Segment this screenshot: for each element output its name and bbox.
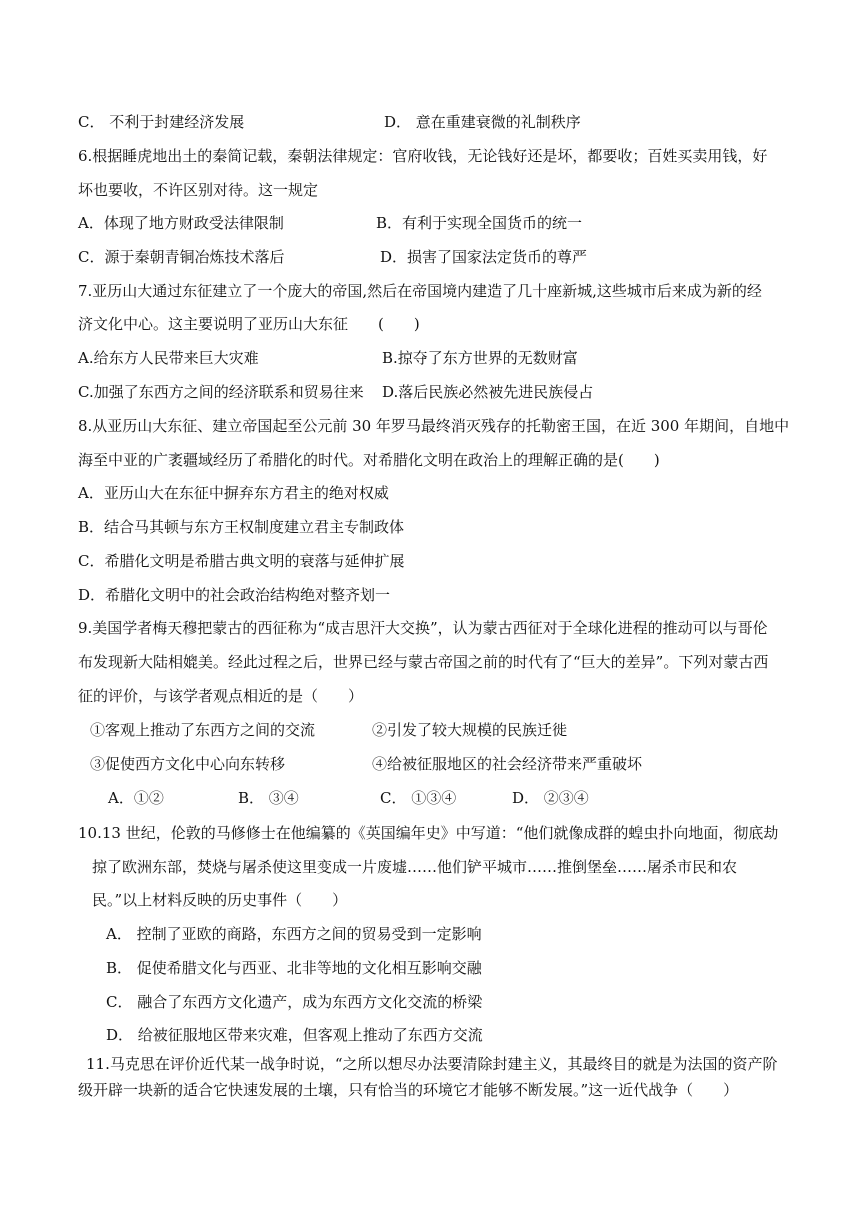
q8-stem-line2: 海至中亚的广袤疆域经历了希腊化的时代。对希腊化文明在政治上的理解正确的是( )	[78, 451, 660, 469]
q5-option-c: C． 不利于封建经济发展	[78, 113, 245, 131]
q10-option-a: A． 控制了亚欧的商路，东西方之间的贸易受到一定影响	[106, 925, 482, 943]
q6-option-d: D．损害了国家法定货币的尊严	[380, 248, 588, 266]
q9-item-3: ③促使西方文化中心向东转移	[90, 755, 286, 773]
q11-stem-line2: 级开辟一块新的适合它快速发展的土壤，只有恰当的环境它才能够不断发展。”这一近代战争（ ）	[78, 1081, 739, 1099]
q9-item-4: ④给被征服地区的社会经济带来严重破坏	[372, 755, 643, 773]
q9-option-a: A．①②	[108, 789, 164, 807]
q7-option-a: A.给东方人民带来巨大灾难	[78, 349, 259, 367]
q9-option-d: D． ②③④	[512, 789, 589, 807]
q10-option-b: B． 促使希腊文化与西亚、北非等地的文化相互影响交融	[106, 959, 482, 977]
q6-option-a: A．体现了地方财政受法律限制	[78, 214, 284, 232]
q7-option-d: D.落后民族必然被先进民族侵占	[382, 383, 594, 401]
q5-option-d: D． 意在重建衰微的礼制秩序	[384, 113, 581, 131]
q9-item-1: ①客观上推动了东西方之间的交流	[90, 721, 316, 739]
q9-stem-line1: 9.美国学者梅天穆把蒙古的西征称为“成吉思汗大交换”，认为蒙古西征对于全球化进程的推动可以与哥伦	[78, 619, 768, 637]
q8-option-a: A．亚历山大在东征中摒弃东方君主的绝对权威	[78, 484, 389, 502]
q6-stem-line2: 坏也要收，不许区别对待。这一规定	[78, 181, 319, 199]
q9-option-b: B． ③④	[238, 789, 299, 807]
q10-option-c: C． 融合了东西方文化遗产，成为东西方文化交流的桥梁	[106, 993, 483, 1011]
q10-stem-line3: 民。”以上材料反映的历史事件（ ）	[92, 891, 348, 909]
q7-option-c: C.加强了东西方之间的经济联系和贸易往来	[78, 383, 364, 401]
q10-option-d: D． 给被征服地区带来灾难，但客观上推动了东西方交流	[106, 1026, 483, 1044]
q11-stem-line1: 11.马克思在评价近代某一战争时说，“之所以想尽办法要清除封建主义，其最终目的就是为法国的资产阶	[86, 1055, 778, 1073]
q9-stem-line2: 布发现新大陆相媲美。经此过程之后，世界已经与蒙古帝国之前的时代有了“巨大的差异”。下列对蒙古西	[78, 653, 769, 671]
q6-stem-line1: 6.根据睡虎地出土的秦简记载，秦朝法律规定：官府收钱，无论钱好还是坏，都要收；百姓买卖用钱，好	[78, 147, 768, 165]
q9-stem-line3: 征的评价，与该学者观点相近的是（ ）	[78, 687, 364, 705]
q8-option-d: D．希腊化文明中的社会政治结构绝对整齐划一	[78, 586, 391, 604]
q6-option-c: C．源于秦朝青铜冶炼技术落后	[78, 248, 285, 266]
q9-option-c: C． ①③④	[380, 789, 457, 807]
q7-stem-line2: 济文化中心。这主要说明了亚历山大东征 ( )	[78, 315, 420, 333]
q8-stem-line1: 8.从亚历山大东征、建立帝国起至公元前 30 年罗马最终消灭残存的托勒密王国，在近 300 年期间，自地中	[78, 417, 790, 435]
q6-option-b: B．有利于实现全国货币的统一	[376, 214, 583, 232]
q8-option-c: C．希腊化文明是希腊古典文明的衰落与延伸扩展	[78, 552, 405, 570]
q10-stem-line2: 掠了欧洲东部，焚烧与屠杀使这里变成一片废墟……他们铲平城市……推倒堡垒……屠杀市民和农	[92, 858, 738, 876]
q9-item-2: ②引发了较大规模的民族迁徙	[372, 721, 568, 739]
q7-stem-line1: 7.亚历山大通过东征建立了一个庞大的帝国,然后在帝国境内建造了几十座新城,这些城市后来成为新的经	[78, 282, 762, 300]
q8-option-b: B．结合马其顿与东方王权制度建立君主专制政体	[78, 518, 405, 536]
q7-option-b: B.掠夺了东方世界的无数财富	[382, 349, 578, 367]
q10-stem-line1: 10.13 世纪，伦敦的马修修士在他编纂的《英国编年史》中写道：“他们就像成群的蝗虫扑向地面，彻底劫	[78, 824, 779, 842]
